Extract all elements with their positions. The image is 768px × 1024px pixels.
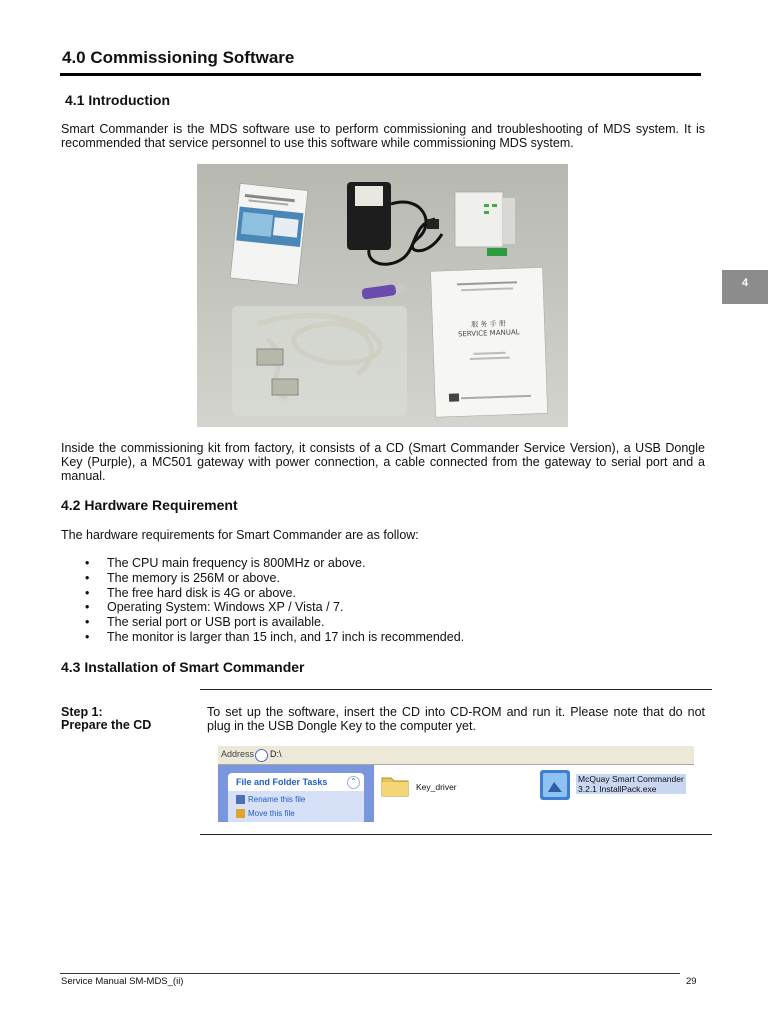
list-item-text: Operating System: Windows XP / Vista / 7.	[107, 600, 344, 615]
installer-icon	[538, 768, 572, 802]
installer-item[interactable]	[538, 768, 688, 804]
task-pane-title: File and Folder Tasks	[236, 777, 328, 787]
collapse-icon[interactable]: ⌃	[347, 776, 360, 789]
rename-icon	[236, 795, 245, 804]
bullet: •	[85, 600, 90, 615]
chapter-tab: 4	[722, 270, 768, 304]
hardware-lead: The hardware requirements for Smart Commander are as follow:	[61, 528, 419, 542]
list-item-text: The memory is 256M or above.	[107, 570, 280, 585]
bullet: •	[85, 629, 90, 644]
intro-text: Smart Commander is the MDS software use to perform commissioning and troubleshooting of MDS system. It is recommended that service personnel to use this software while commissioning MDS system.	[61, 122, 705, 150]
step-rule-top	[200, 689, 712, 690]
manual-title-cn: 服 务 手 册	[471, 319, 506, 329]
step-title: Prepare the CD	[61, 718, 152, 732]
address-label: Address	[221, 749, 255, 759]
explorer-screenshot	[218, 746, 694, 822]
bullet: •	[85, 556, 90, 570]
service-manual	[431, 267, 548, 417]
task-rename-label: Rename this file	[248, 795, 306, 804]
kit-description: Inside the commissioning kit from factory, it consists of a CD (Smart Commander Service Version), a USB Dongle Key (Purple), a MC501 gateway with power connection, a cable connected from the gateway to serial port and a manual.	[61, 441, 705, 483]
task-rename[interactable]	[236, 795, 305, 804]
list-item	[61, 615, 705, 630]
list-item-text: The monitor is larger than 15 inch, and 17 inch is recommended.	[107, 629, 465, 644]
page-number: 29	[686, 976, 697, 987]
step-number: Step 1:	[61, 705, 103, 719]
list-item-text: The CPU main frequency is 800MHz or above.	[107, 556, 366, 570]
task-pane-body	[228, 791, 364, 822]
hardware-list	[61, 556, 705, 645]
list-item	[61, 630, 705, 645]
list-item-text: The free hard disk is 4G or above.	[107, 585, 296, 600]
step-text: To set up the software, insert the CD into CD-ROM and run it. Please note that do not plug in the USB Dongle Key to the computer yet.	[207, 705, 705, 733]
footer-doc-id: Service Manual SM-MDS_(ii)	[61, 976, 184, 987]
intro-heading: 4.1 Introduction	[65, 92, 170, 108]
title-rule	[60, 73, 701, 76]
list-item	[61, 586, 705, 601]
hardware-heading: 4.2 Hardware Requirement	[61, 497, 238, 513]
cd-drive-icon	[255, 749, 268, 762]
folder-name: Key_driver	[416, 782, 457, 792]
list-item	[61, 571, 705, 586]
bullet: •	[85, 615, 90, 630]
address-value: D:\	[270, 749, 282, 759]
installer-label	[576, 774, 686, 794]
commissioning-kit-photo	[197, 164, 568, 427]
bullet: •	[85, 585, 90, 600]
page-title: 4.0 Commissioning Software	[62, 48, 295, 67]
cd-booklet	[230, 183, 308, 285]
move-icon	[236, 809, 245, 818]
task-move-label: Move this file	[248, 809, 295, 818]
task-move[interactable]	[236, 809, 295, 818]
task-pane-header[interactable]	[228, 773, 364, 791]
folder-item[interactable]	[380, 772, 480, 804]
installation-heading: 4.3 Installation of Smart Commander	[61, 659, 305, 675]
serial-cable	[232, 306, 407, 416]
address-bar	[218, 746, 694, 765]
task-pane	[218, 765, 374, 822]
folder-icon	[380, 772, 410, 798]
list-item-text: The serial port or USB port is available.	[107, 615, 325, 630]
footer-rule	[60, 973, 680, 974]
kit-photo-illustration	[197, 164, 568, 427]
list-item	[61, 600, 705, 615]
step-rule-bottom	[200, 834, 712, 835]
manual-title-en: SERVICE MANUAL	[457, 328, 520, 339]
bullet: •	[85, 570, 90, 585]
list-item	[61, 556, 705, 571]
installer-name-2: 3.2.1 InstallPack.exe	[578, 784, 657, 794]
installer-name-1: McQuay Smart Commander	[578, 774, 684, 784]
